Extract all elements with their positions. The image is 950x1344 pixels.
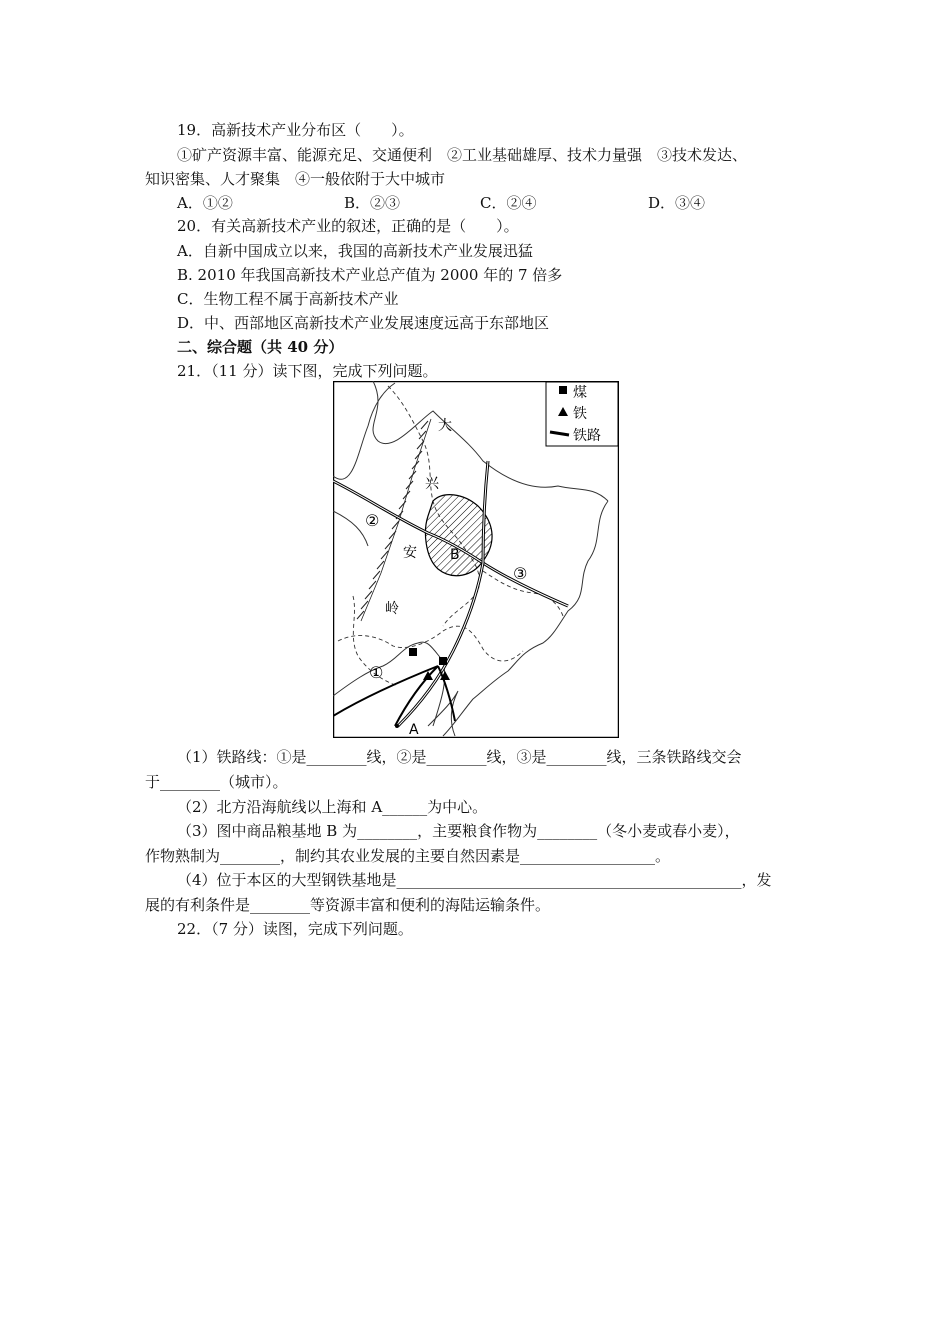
- section-heading: 二、综合题（共 40 分）: [177, 338, 344, 356]
- coal-site: [439, 657, 447, 665]
- label-railway-2: ②: [365, 511, 380, 530]
- q21-sub3-line2: 作物熟制为________，制约其农业发展的主要自然因素是__________________。: [145, 847, 671, 865]
- q20-option-d: D．中、西部地区高新技术产业发展速度远高于东部地区: [177, 314, 550, 332]
- q22-stem: 22．（7 分）读图，完成下列问题。: [177, 920, 413, 938]
- coal-site: [409, 648, 417, 656]
- q21-sub4-line2: 展的有利条件是________等资源丰富和便利的海陆运输条件。: [145, 896, 551, 914]
- q20-option-a: A．自新中国成立以来，我国的高新技术产业发展迅猛: [177, 242, 533, 260]
- q19-conditions-line1: ①矿产资源丰富、能源充足、交通便利 ②工业基础雄厚、技术力量强 ③技术发达、: [177, 146, 748, 164]
- label-a: A: [409, 722, 419, 738]
- q20-stem: 20．有关高新技术产业的叙述，正确的是（ ）。: [177, 217, 519, 235]
- northeast-map: [333, 381, 619, 738]
- q21-sub3-line1: （3）图中商品粮基地 B 为________，主要粮食作物为________（冬小麦或春小麦），: [177, 822, 740, 840]
- q21-sub1-line2: 于________（城市）。: [145, 773, 288, 791]
- q19-option-d: D．③④: [648, 194, 706, 212]
- coal-symbol: [559, 386, 567, 394]
- label-railway-3: ③: [513, 564, 528, 583]
- q20-option-b: B. 2010 年我国高新技术产业总产值为 2000 年的 7 倍多: [177, 266, 563, 284]
- q19-option-a: A．①②: [177, 194, 233, 212]
- label-railway-1: ①: [369, 663, 384, 682]
- q21-sub4-line1: （4）位于本区的大型钢铁基地是______________________________________________，发: [177, 871, 772, 889]
- city-a-dot: [395, 724, 399, 728]
- mountain-char-3: 安: [403, 545, 417, 561]
- q21-stem: 21．（11 分）读下图，完成下列问题。: [177, 362, 438, 380]
- q20-option-c: C．生物工程不属于高新技术产业: [177, 290, 399, 308]
- mountain-char-2: 兴: [425, 476, 439, 492]
- q19-option-c: C．②④: [480, 194, 537, 212]
- legend-coal: 煤: [573, 385, 587, 401]
- q19-stem: 19．高新技术产业分布区（ ）。: [177, 121, 414, 139]
- mountain-char-1: 大: [438, 418, 452, 434]
- mountain-char-4: 岭: [385, 601, 399, 617]
- q21-sub2: （2）北方沿海航线以上海和 A______为中心。: [177, 798, 488, 816]
- label-b: B: [450, 547, 460, 563]
- legend-railway: 铁路: [573, 428, 601, 444]
- q21-sub1-line1: （1）铁路线：①是________线，②是________线，③是________线，三条铁路线交会: [177, 748, 742, 766]
- legend-iron: 铁: [573, 406, 587, 422]
- q19-option-b: B．②③: [344, 194, 401, 212]
- q19-conditions-line2: 知识密集、人才聚集 ④一般依附于大中城市: [145, 170, 446, 188]
